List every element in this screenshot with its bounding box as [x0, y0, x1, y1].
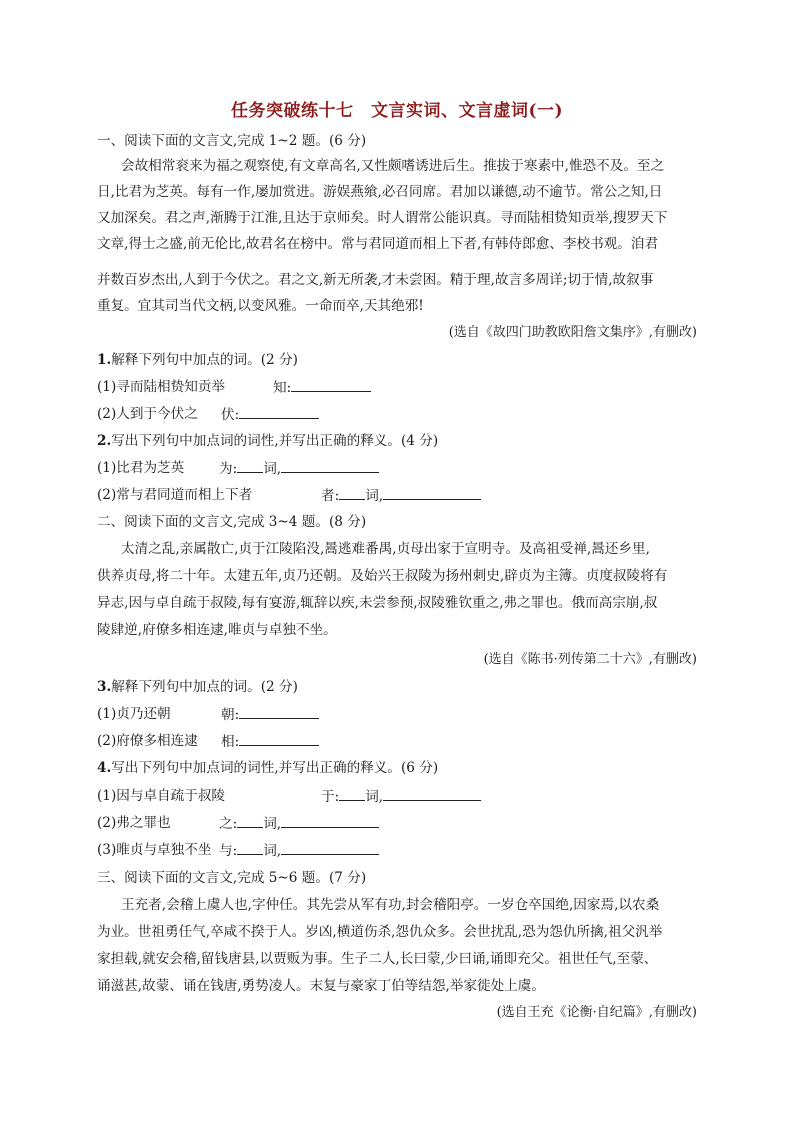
item-sentence: 弗之罪也 [116, 815, 171, 831]
passage1-line: 日,比君为芝英。每有一作,屡加赏进。游娱燕飨,必召同席。君加以谦德,动不逾节。常公之知,日 [97, 184, 663, 200]
word-label: 者: [321, 488, 340, 504]
passage2-line: 太清之乱,亲属散亡,贞于江陵陷没,暠逃难番禺,贞母出家于宣明寺。及高祖受禅,暠还乡里, [121, 541, 650, 557]
q1-item-1 [97, 378, 697, 396]
q1-item-2 [97, 405, 697, 423]
item-sentence: 人到于今伏之 [116, 406, 198, 422]
passage2-line: 陵肆逆,府僚多相连逮,唯贞与卓独不坐。 [97, 622, 337, 638]
pos-blank[interactable] [237, 841, 263, 855]
passage2-source: (选自《陈书·列传第二十六》,有删改) [483, 652, 697, 667]
meaning-blank[interactable] [281, 459, 379, 473]
item-number: (1) [97, 706, 117, 722]
answer-blank[interactable] [239, 405, 319, 419]
question-stem: 解释下列句中加点的词。(2 分) [111, 352, 298, 368]
section2-header: 二、阅读下面的文言文,完成 3~4 题。(8 分) [97, 514, 367, 530]
meaning-blank[interactable] [281, 841, 379, 855]
word-label: 之: [219, 816, 238, 832]
item-sentence: 比君为芝英 [116, 460, 185, 476]
answer-field [219, 459, 379, 478]
q3-item-1 [97, 705, 697, 723]
question-2 [97, 432, 697, 450]
meaning-blank[interactable] [281, 814, 379, 828]
item-number: (3) [97, 842, 117, 858]
ci-label: 词, [365, 789, 384, 805]
answer-field [221, 405, 319, 424]
q2-item-2 [97, 486, 697, 504]
answer-field [273, 378, 371, 397]
q4-item-3 [97, 841, 697, 859]
passage1-line: 又加深矣。君之声,渐腾于江淮,且达于京师矣。时人谓常公能识真。寻而陆相贽知贡举,搜罗天下 [97, 210, 668, 226]
question-stem: 写出下列句中加点词的词性,并写出正确的释义。(4 分) [111, 433, 439, 449]
q2-item-1 [97, 459, 697, 477]
answer-blank[interactable] [239, 705, 319, 719]
answer-field [321, 486, 481, 505]
question-number: 3. [97, 679, 112, 695]
meaning-blank[interactable] [383, 787, 481, 801]
passage3-line: 王充者,会稽上虞人也,字仲任。其先尝从军有功,封会稽阳亭。一岁仓卒国绝,因家焉,以农桑 [121, 897, 660, 913]
item-sentence: 唯贞与卓独不坐 [116, 842, 212, 858]
passage1-source: (选自《故四门助教欧阳詹文集序》,有删改) [448, 325, 697, 340]
item-number: (2) [97, 406, 117, 422]
question-stem: 解释下列句中加点的词。(2 分) [111, 679, 298, 695]
ci-label: 词, [263, 843, 282, 859]
item-number: (1) [97, 460, 117, 476]
passage1-line: 会故相常衮来为福之观察使,有文章高名,又性颇嗜诱进后生。推拔于寒素中,惟恐不及。至之 [121, 158, 665, 174]
item-number: (1) [97, 379, 117, 395]
pos-blank[interactable] [339, 486, 365, 500]
item-number: (2) [97, 815, 117, 831]
question-number: 2. [97, 433, 112, 449]
passage3-line: 为业。世祖勇任气,卒咸不揆于人。岁凶,横道伤杀,怨仇众多。会世扰乱,恐为怨仇所擒,祖父汎举 [97, 924, 663, 940]
page-title: 任务突破练十七 文言实词、文言虚词(一) [230, 101, 564, 121]
section3-header: 三、阅读下面的文言文,完成 5~6 题。(7 分) [97, 870, 367, 886]
q4-item-2 [97, 814, 697, 832]
word-label: 知: [273, 380, 292, 396]
q3-item-2 [97, 732, 697, 750]
question-stem: 写出下列句中加点词的词性,并写出正确的释义。(6 分) [111, 760, 439, 776]
ci-label: 词, [263, 816, 282, 832]
answer-blank[interactable] [239, 732, 319, 746]
ci-label: 词, [365, 488, 384, 504]
answer-field [219, 841, 379, 860]
item-sentence: 贞乃还朝 [116, 706, 171, 722]
item-sentence: 府僚多相连逮 [116, 733, 198, 749]
word-label: 于: [321, 789, 340, 805]
passage2-line: 供养贞母,将二十年。太建五年,贞乃还朝。及始兴王叔陵为扬州刺史,辟贞为主簿。贞度叔陵将有 [97, 568, 668, 584]
passage3-source: (选自王充《论衡·自纪篇》,有删改) [496, 1005, 697, 1020]
word-label: 与: [219, 843, 238, 859]
answer-field [221, 732, 319, 751]
question-number: 4. [97, 760, 112, 776]
item-sentence: 寻而陆相贽知贡举 [116, 379, 226, 395]
word-label: 伏: [221, 407, 240, 423]
pos-blank[interactable] [237, 459, 263, 473]
section1-header: 一、阅读下面的文言文,完成 1~2 题。(6 分) [97, 133, 367, 149]
q4-item-1 [97, 787, 697, 805]
pos-blank[interactable] [237, 814, 263, 828]
word-label: 相: [221, 734, 240, 750]
item-sentence: 因与卓自疏于叔陵 [116, 788, 226, 804]
passage1-line: 重复。宜其司当代文柄,以变风雅。一命而卒,天其绝邪! [97, 298, 424, 314]
answer-field [219, 814, 379, 833]
meaning-blank[interactable] [383, 486, 481, 500]
question-4 [97, 759, 697, 777]
passage1-line: 并数百岁杰出,人到于今伏之。君之文,新无所袭,才未尝困。精于理,故言多周详;切于情,故叙事 [97, 272, 654, 288]
item-number: (2) [97, 487, 117, 503]
question-1 [97, 351, 697, 369]
question-3 [97, 678, 697, 696]
answer-field [221, 705, 319, 724]
passage1-line: 文章,得士之盛,前无伦比,故君名在榜中。常与君同道而相上下者,有韩侍郎愈、李校书观。洎君 [97, 236, 659, 252]
word-label: 朝: [221, 707, 240, 723]
pos-blank[interactable] [339, 787, 365, 801]
item-number: (1) [97, 788, 117, 804]
passage3-line: 诵滋甚,故蒙、诵在钱唐,勇势凌人。末复与豪家丁伯等结怨,举家徙处上虞。 [97, 978, 545, 994]
passage2-line: 异志,因与卓自疏于叔陵,每有宴游,辄辞以疾,未尝参预,叔陵雅钦重之,弗之罪也。俄而高宗崩,叔 [97, 595, 658, 611]
answer-blank[interactable] [291, 378, 371, 392]
passage3-line: 家担载,就安会稽,留钱唐县,以贾贩为事。生子二人,长曰蒙,少曰诵,诵即充父。祖世任气,至蒙、 [97, 951, 658, 967]
item-number: (2) [97, 733, 117, 749]
question-number: 1. [97, 352, 112, 368]
word-label: 为: [219, 461, 238, 477]
answer-field [321, 787, 481, 806]
item-sentence: 常与君同道而相上下者 [116, 487, 253, 503]
ci-label: 词, [263, 461, 282, 477]
